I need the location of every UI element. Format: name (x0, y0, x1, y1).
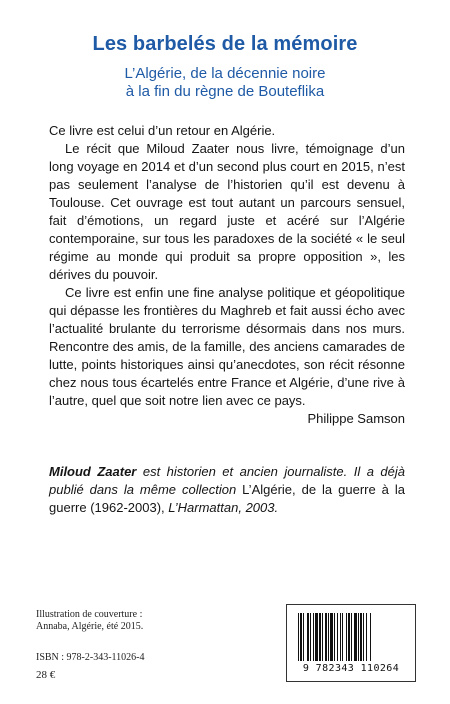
back-cover-blurb (49, 122, 405, 428)
blurb-signature: Philippe Samson (307, 411, 405, 426)
subtitle-line-2: à la fin du règne de Bouteflika (125, 83, 325, 100)
credit-line-1: Illustration de couverture : (36, 609, 143, 620)
bio-publisher: L’Harmattan, 2003. (168, 500, 279, 515)
credit-line-2: Annaba, Algérie, été 2015. (36, 621, 144, 632)
bio-book-title: L’Algérie, de la guerre à la guerre (1962-2003), (49, 482, 405, 515)
price: 28 € (36, 669, 56, 681)
blurb-paragraph-2: Le récit que Miloud Zaater nous livre, témoignage d’un long voyage en 2014 et d’un second plus court en 2015, n’est pas seulement l’analyse de l’historien qu’il est devenu à Toulouse. Cet ouvrage est tout autant un parcours sensuel, fait d’émotions, un regard juste et acéré sur l’Algérie contemporaine, sur tous les paradoxes de la société « le seul régime au monde qui produit sa propre opposition », les dérives du pouvoir. (49, 141, 405, 282)
cover-illustration-credit (36, 609, 143, 633)
bio-text: est historien et ancien journaliste. Il a déjà publié dans la même collection (49, 464, 405, 497)
book-title: Les barbelés de la mémoire (92, 33, 358, 55)
isbn: ISBN : 978-2-343-11026-4 (36, 652, 145, 663)
author-name: Miloud Zaater (49, 464, 137, 479)
barcode-icon (296, 613, 406, 663)
barcode (286, 604, 416, 682)
blurb-paragraph-3: Ce livre est enfin une fine analyse politique et géopolitique qui dépasse les frontières du Maghreb et fait aussi écho avec l’actualité brulante du terrorisme désormais dans nos murs. Rencontre des amis, de la famille, des anciens camarades de lutte, points historiques ainsi qu’anecdotes, son récit résonne chez nous tous écartelés entre France et Algérie, d’une rive à l’autre, quel que soit notre lien avec ce pays. (49, 285, 405, 408)
book-subtitle (0, 65, 450, 101)
author-bio (49, 463, 405, 517)
subtitle-line-1: L’Algérie, de la décennie noire (124, 65, 326, 82)
blurb-paragraph-1: Ce livre est celui d’un retour en Algérie. (49, 123, 276, 138)
barcode-number: 9 782343 110264 (302, 663, 400, 674)
